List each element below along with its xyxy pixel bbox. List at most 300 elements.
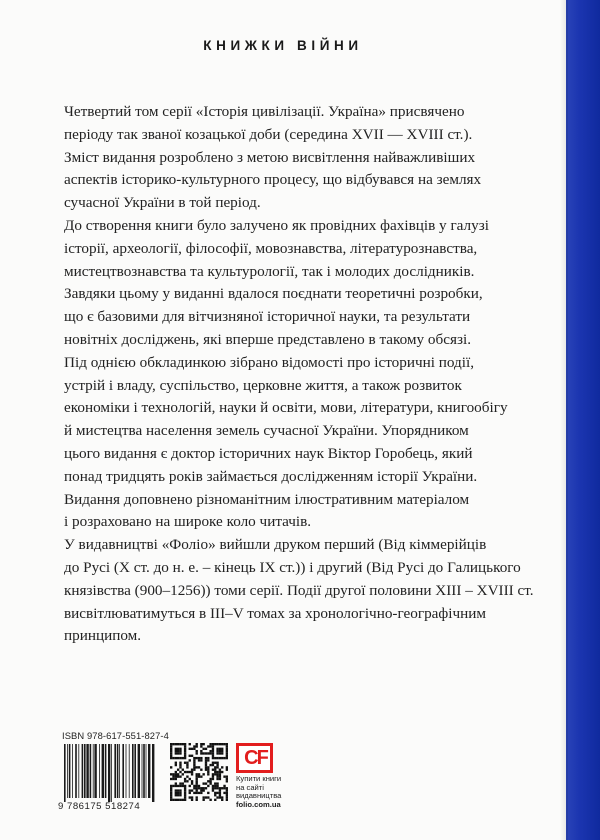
qr-module: [198, 785, 200, 787]
qr-module: [219, 752, 221, 754]
qr-module: [216, 792, 218, 794]
text-line: принципом.: [64, 627, 142, 645]
qr-module: [193, 785, 195, 787]
qr-module: [175, 782, 177, 784]
qr-module: [179, 752, 181, 754]
qr-module: [177, 775, 179, 777]
qr-module: [172, 773, 174, 775]
qr-module: [216, 748, 218, 750]
qr-module: [212, 748, 214, 750]
qr-module: [172, 778, 174, 780]
qr-module: [214, 769, 216, 771]
qr-module: [212, 773, 214, 775]
qr-module: [177, 794, 179, 796]
qr-module: [212, 769, 214, 771]
qr-module: [196, 799, 198, 801]
qr-module: [202, 789, 204, 791]
qr-module: [177, 773, 179, 775]
qr-module: [186, 766, 188, 768]
qr-module: [172, 799, 174, 801]
qr-module: [170, 745, 172, 747]
qr-module: [198, 759, 200, 761]
barcode-bar: [152, 744, 154, 802]
qr-module: [219, 775, 221, 777]
qr-module: [219, 796, 221, 798]
qr-module: [221, 787, 223, 789]
text-line: цього видання є доктор історичних наук Віктор Горобець, який: [64, 444, 473, 462]
barcode-bar: [111, 744, 112, 802]
qr-module: [196, 782, 198, 784]
qr-module: [200, 743, 202, 745]
qr-module: [182, 743, 184, 745]
qr-module: [226, 787, 228, 789]
qr-module: [198, 787, 200, 789]
qr-module: [191, 771, 193, 773]
qr-module: [182, 769, 184, 771]
qr-module: [219, 750, 221, 752]
qr-module: [200, 750, 202, 752]
qr-module: [216, 762, 218, 764]
qr-module: [175, 757, 177, 759]
qr-module: [182, 773, 184, 775]
text-line: історії, археології, філософії, мовознавства, літературознавства,: [64, 239, 478, 257]
qr-module: [184, 762, 186, 764]
qr-module: [214, 773, 216, 775]
qr-module: [184, 796, 186, 798]
qr-module: [179, 750, 181, 752]
qr-module: [179, 766, 181, 768]
qr-module: [184, 748, 186, 750]
qr-module: [207, 792, 209, 794]
qr-module: [221, 757, 223, 759]
qr-module: [219, 748, 221, 750]
text-line: понад тридцять років займається дослідженням історії України.: [64, 467, 478, 485]
qr-module: [170, 750, 172, 752]
qr-module: [196, 796, 198, 798]
qr-module: [196, 792, 198, 794]
qr-module: [198, 766, 200, 768]
qr-module: [200, 792, 202, 794]
qr-module: [193, 769, 195, 771]
qr-module: [207, 780, 209, 782]
qr-module: [184, 794, 186, 796]
qr-module: [200, 757, 202, 759]
qr-module: [186, 764, 188, 766]
barcode-bar: [129, 744, 130, 798]
qr-module: [193, 759, 195, 761]
barcode-bar: [105, 744, 107, 798]
qr-module: [219, 778, 221, 780]
qr-module: [212, 785, 214, 787]
qr-module: [184, 780, 186, 782]
qr-module: [226, 743, 228, 745]
qr-module: [212, 757, 214, 759]
qr-module: [175, 750, 177, 752]
qr-module: [170, 794, 172, 796]
qr-module: [209, 743, 211, 745]
qr-module: [191, 755, 193, 757]
buy-line: Купити книги: [236, 774, 282, 783]
barcode-bar: [82, 744, 84, 798]
text-line: устрій і владу, суспільство, церковне життя, а також розвиток: [64, 376, 462, 394]
text-line: сучасної України в той період.: [64, 194, 261, 212]
qr-module: [212, 775, 214, 777]
qr-module: [196, 757, 198, 759]
qr-module: [177, 792, 179, 794]
text-line: Під однією обкладинкою зібрано відомості про історичні події,: [64, 353, 475, 371]
qr-module: [221, 750, 223, 752]
qr-module: [212, 755, 214, 757]
qr-module: [170, 743, 172, 745]
qr-module: [214, 782, 216, 784]
qr-module: [212, 764, 214, 766]
qr-module: [207, 766, 209, 768]
qr-code[interactable]: [170, 743, 228, 801]
qr-module: [202, 752, 204, 754]
qr-module: [200, 759, 202, 761]
qr-module: [172, 743, 174, 745]
barcode-bar: [142, 744, 143, 798]
book-spine: [566, 0, 600, 840]
qr-module: [202, 782, 204, 784]
qr-module: [175, 799, 177, 801]
isbn-label: ISBN 978-617-551-827-4: [62, 730, 169, 741]
qr-module: [216, 750, 218, 752]
qr-module: [214, 762, 216, 764]
qr-module: [175, 752, 177, 754]
text-line: аспектів історико-культурного процесу, що відбувався на землях: [64, 171, 482, 189]
qr-module: [219, 769, 221, 771]
qr-module: [177, 752, 179, 754]
qr-module: [170, 799, 172, 801]
buy-line: на сайті: [236, 782, 264, 792]
qr-module: [189, 759, 191, 761]
qr-module: [196, 773, 198, 775]
text-line: Видання доповнено різноманітним ілюстративним матеріалом: [64, 490, 470, 508]
barcode-bar: [134, 744, 136, 798]
barcode-bar: [114, 744, 116, 798]
qr-module: [179, 771, 181, 773]
barcode-bar: [143, 744, 145, 798]
qr-module: [205, 757, 207, 759]
barcode-digits: 9 786175 518274: [58, 801, 141, 812]
qr-module: [212, 743, 214, 745]
qr-module: [177, 799, 179, 801]
qr-module: [191, 799, 193, 801]
qr-module: [207, 745, 209, 747]
text-line: У видавництві «Фоліо» вийшли друком перший (Від кіммерійців: [64, 536, 487, 554]
qr-module: [198, 775, 200, 777]
qr-module: [170, 757, 172, 759]
qr-module: [179, 764, 181, 766]
qr-module: [202, 787, 204, 789]
barcode-bar: [64, 744, 66, 802]
qr-module: [170, 787, 172, 789]
qr-module: [214, 771, 216, 773]
qr-module: [219, 789, 221, 791]
publisher-logo-mark: CF: [244, 747, 267, 769]
qr-module: [182, 799, 184, 801]
qr-module: [214, 785, 216, 787]
qr-module: [193, 762, 195, 764]
qr-module: [189, 785, 191, 787]
barcode-bar: [148, 744, 150, 798]
qr-module: [223, 787, 225, 789]
qr-module: [200, 789, 202, 791]
qr-module: [175, 764, 177, 766]
qr-module: [184, 755, 186, 757]
barcode-bar: [67, 744, 68, 798]
qr-module: [170, 792, 172, 794]
text-line: економіки і технологій, науки й освіти, мови, літератури, книгообігу: [64, 399, 508, 417]
qr-module: [226, 792, 228, 794]
qr-module: [184, 789, 186, 791]
qr-module: [184, 745, 186, 747]
qr-module: [209, 799, 211, 801]
qr-module: [170, 778, 172, 780]
buy-line: видавництва: [236, 791, 282, 801]
text-line: і розраховано на широке коло читачів.: [64, 513, 312, 531]
qr-module: [189, 789, 191, 791]
buy-online-note: [236, 775, 292, 809]
qr-module: [193, 792, 195, 794]
qr-module: [184, 778, 186, 780]
qr-module: [186, 780, 188, 782]
qr-module: [214, 766, 216, 768]
qr-module: [221, 796, 223, 798]
qr-module: [226, 752, 228, 754]
qr-module: [196, 775, 198, 777]
qr-module: [219, 794, 221, 796]
qr-module: [205, 752, 207, 754]
qr-module: [172, 757, 174, 759]
barcode-bar: [126, 744, 127, 798]
qr-module: [226, 794, 228, 796]
qr-module: [170, 752, 172, 754]
barcode-bar: [72, 744, 73, 798]
qr-module: [205, 766, 207, 768]
qr-module: [172, 775, 174, 777]
qr-module: [226, 796, 228, 798]
qr-module: [184, 750, 186, 752]
spine-shadow: [560, 0, 568, 840]
qr-module: [216, 757, 218, 759]
qr-module: [207, 757, 209, 759]
qr-module: [179, 775, 181, 777]
qr-module: [209, 752, 211, 754]
qr-module: [172, 785, 174, 787]
qr-module: [184, 799, 186, 801]
qr-module: [209, 782, 211, 784]
qr-module: [221, 799, 223, 801]
text-line: періоду так званої козацької доби (середина XVII — XVIII ст.).: [64, 125, 473, 143]
qr-module: [189, 755, 191, 757]
barcode-bar: [122, 744, 124, 798]
qr-module: [216, 778, 218, 780]
qr-module: [226, 780, 228, 782]
qr-module: [189, 792, 191, 794]
text-line: князівства (900–1256)) томи серії. Події другої половини XIII – XVIII ст.: [64, 581, 534, 599]
qr-module: [170, 773, 172, 775]
qr-module: [193, 757, 195, 759]
qr-module: [216, 787, 218, 789]
qr-module: [196, 789, 198, 791]
barcode-bar: [102, 744, 104, 798]
qr-module: [189, 771, 191, 773]
qr-module: [196, 787, 198, 789]
qr-module: [216, 773, 218, 775]
qr-module: [184, 771, 186, 773]
qr-module: [175, 773, 177, 775]
qr-module: [226, 757, 228, 759]
text-line: До створення книги було залучено як провідних фахівців у галузі: [64, 216, 489, 234]
qr-module: [193, 787, 195, 789]
qr-module: [184, 792, 186, 794]
qr-module: [177, 769, 179, 771]
qr-module: [219, 787, 221, 789]
qr-module: [226, 748, 228, 750]
qr-module: [209, 750, 211, 752]
qr-module: [223, 743, 225, 745]
qr-module: [216, 796, 218, 798]
qr-module: [212, 762, 214, 764]
qr-module: [202, 799, 204, 801]
qr-module: [209, 780, 211, 782]
qr-module: [207, 773, 209, 775]
qr-module: [212, 778, 214, 780]
qr-module: [179, 785, 181, 787]
qr-module: [191, 769, 193, 771]
qr-module: [214, 757, 216, 759]
qr-module: [177, 748, 179, 750]
qr-module: [196, 780, 198, 782]
text-line: до Русі (X ст. до н. е. – кінець IX ст.)) і другий (Від Русі до Галицького: [64, 558, 521, 576]
qr-module: [212, 750, 214, 752]
qr-module: [226, 766, 228, 768]
qr-module: [186, 762, 188, 764]
qr-module: [170, 755, 172, 757]
qr-module: [179, 792, 181, 794]
qr-module: [179, 782, 181, 784]
qr-module: [191, 782, 193, 784]
qr-module: [186, 771, 188, 773]
qr-module: [170, 796, 172, 798]
qr-module: [226, 789, 228, 791]
qr-module: [202, 748, 204, 750]
qr-module: [175, 771, 177, 773]
qr-module: [207, 752, 209, 754]
qr-module: [214, 787, 216, 789]
qr-module: [198, 757, 200, 759]
qr-module: [205, 787, 207, 789]
barcode-bar: [93, 744, 94, 798]
qr-module: [209, 745, 211, 747]
qr-module: [179, 799, 181, 801]
text-line: що є базовими для вітчизняної історичної науки, та результати: [64, 308, 471, 326]
qr-module: [219, 743, 221, 745]
qr-module: [175, 743, 177, 745]
qr-module: [205, 759, 207, 761]
qr-module: [177, 789, 179, 791]
barcode-bar: [146, 744, 147, 798]
qr-module: [175, 794, 177, 796]
qr-module: [175, 775, 177, 777]
qr-module: [214, 743, 216, 745]
qr-module: [193, 766, 195, 768]
barcode-bar: [119, 744, 120, 798]
qr-module: [196, 785, 198, 787]
qr-module: [193, 764, 195, 766]
qr-module: [179, 789, 181, 791]
qr-module: [221, 771, 223, 773]
qr-module: [216, 764, 218, 766]
qr-module: [223, 792, 225, 794]
qr-module: [205, 796, 207, 798]
qr-module: [184, 743, 186, 745]
barcode-bar: [108, 744, 110, 802]
qr-module: [219, 771, 221, 773]
qr-module: [193, 745, 195, 747]
qr-module: [226, 769, 228, 771]
qr-module: [200, 745, 202, 747]
barcode-bar: [90, 744, 92, 798]
qr-module: [189, 748, 191, 750]
text-line: мистецтвознавства та культурології, так і молодих дослідників.: [64, 262, 475, 280]
qr-module: [193, 748, 195, 750]
text-line: Зміст видання розроблено з метою висвітлення найважливіших: [64, 148, 476, 166]
barcode-bar: [69, 744, 71, 798]
qr-module: [226, 799, 228, 801]
qr-module: [223, 775, 225, 777]
qr-module: [179, 743, 181, 745]
barcode-bar: [99, 744, 100, 798]
qr-module: [221, 748, 223, 750]
qr-module: [212, 745, 214, 747]
publisher-url-link[interactable]: folio.com.ua: [236, 799, 281, 809]
qr-module: [189, 796, 191, 798]
qr-module: [182, 782, 184, 784]
qr-module: [184, 787, 186, 789]
qr-module: [209, 778, 211, 780]
barcode-bar: [75, 744, 77, 798]
qr-module: [205, 764, 207, 766]
barcode-bar: [84, 744, 86, 798]
barcode-bar: [94, 744, 96, 798]
qr-module: [200, 775, 202, 777]
qr-module: [200, 787, 202, 789]
barcode-bar: [117, 744, 119, 798]
qr-module: [179, 794, 181, 796]
qr-module: [212, 787, 214, 789]
qr-module: [196, 743, 198, 745]
qr-module: [191, 789, 193, 791]
text-line: новітніх досліджень, які вперше представлено в такому обсязі.: [64, 330, 471, 348]
text-line: висвітлюватимуться в III–V томах за хронологічно-географічним: [64, 604, 486, 622]
qr-module: [205, 769, 207, 771]
qr-module: [226, 755, 228, 757]
qr-module: [177, 750, 179, 752]
qr-module: [175, 748, 177, 750]
qr-module: [196, 752, 198, 754]
qr-module: [175, 778, 177, 780]
text-line: й мистецтва населення земель сучасної України. Упорядником: [64, 422, 469, 440]
qr-module: [207, 785, 209, 787]
qr-module: [177, 757, 179, 759]
qr-module: [216, 775, 218, 777]
qr-module: [196, 745, 198, 747]
qr-module: [170, 785, 172, 787]
qr-module: [202, 743, 204, 745]
